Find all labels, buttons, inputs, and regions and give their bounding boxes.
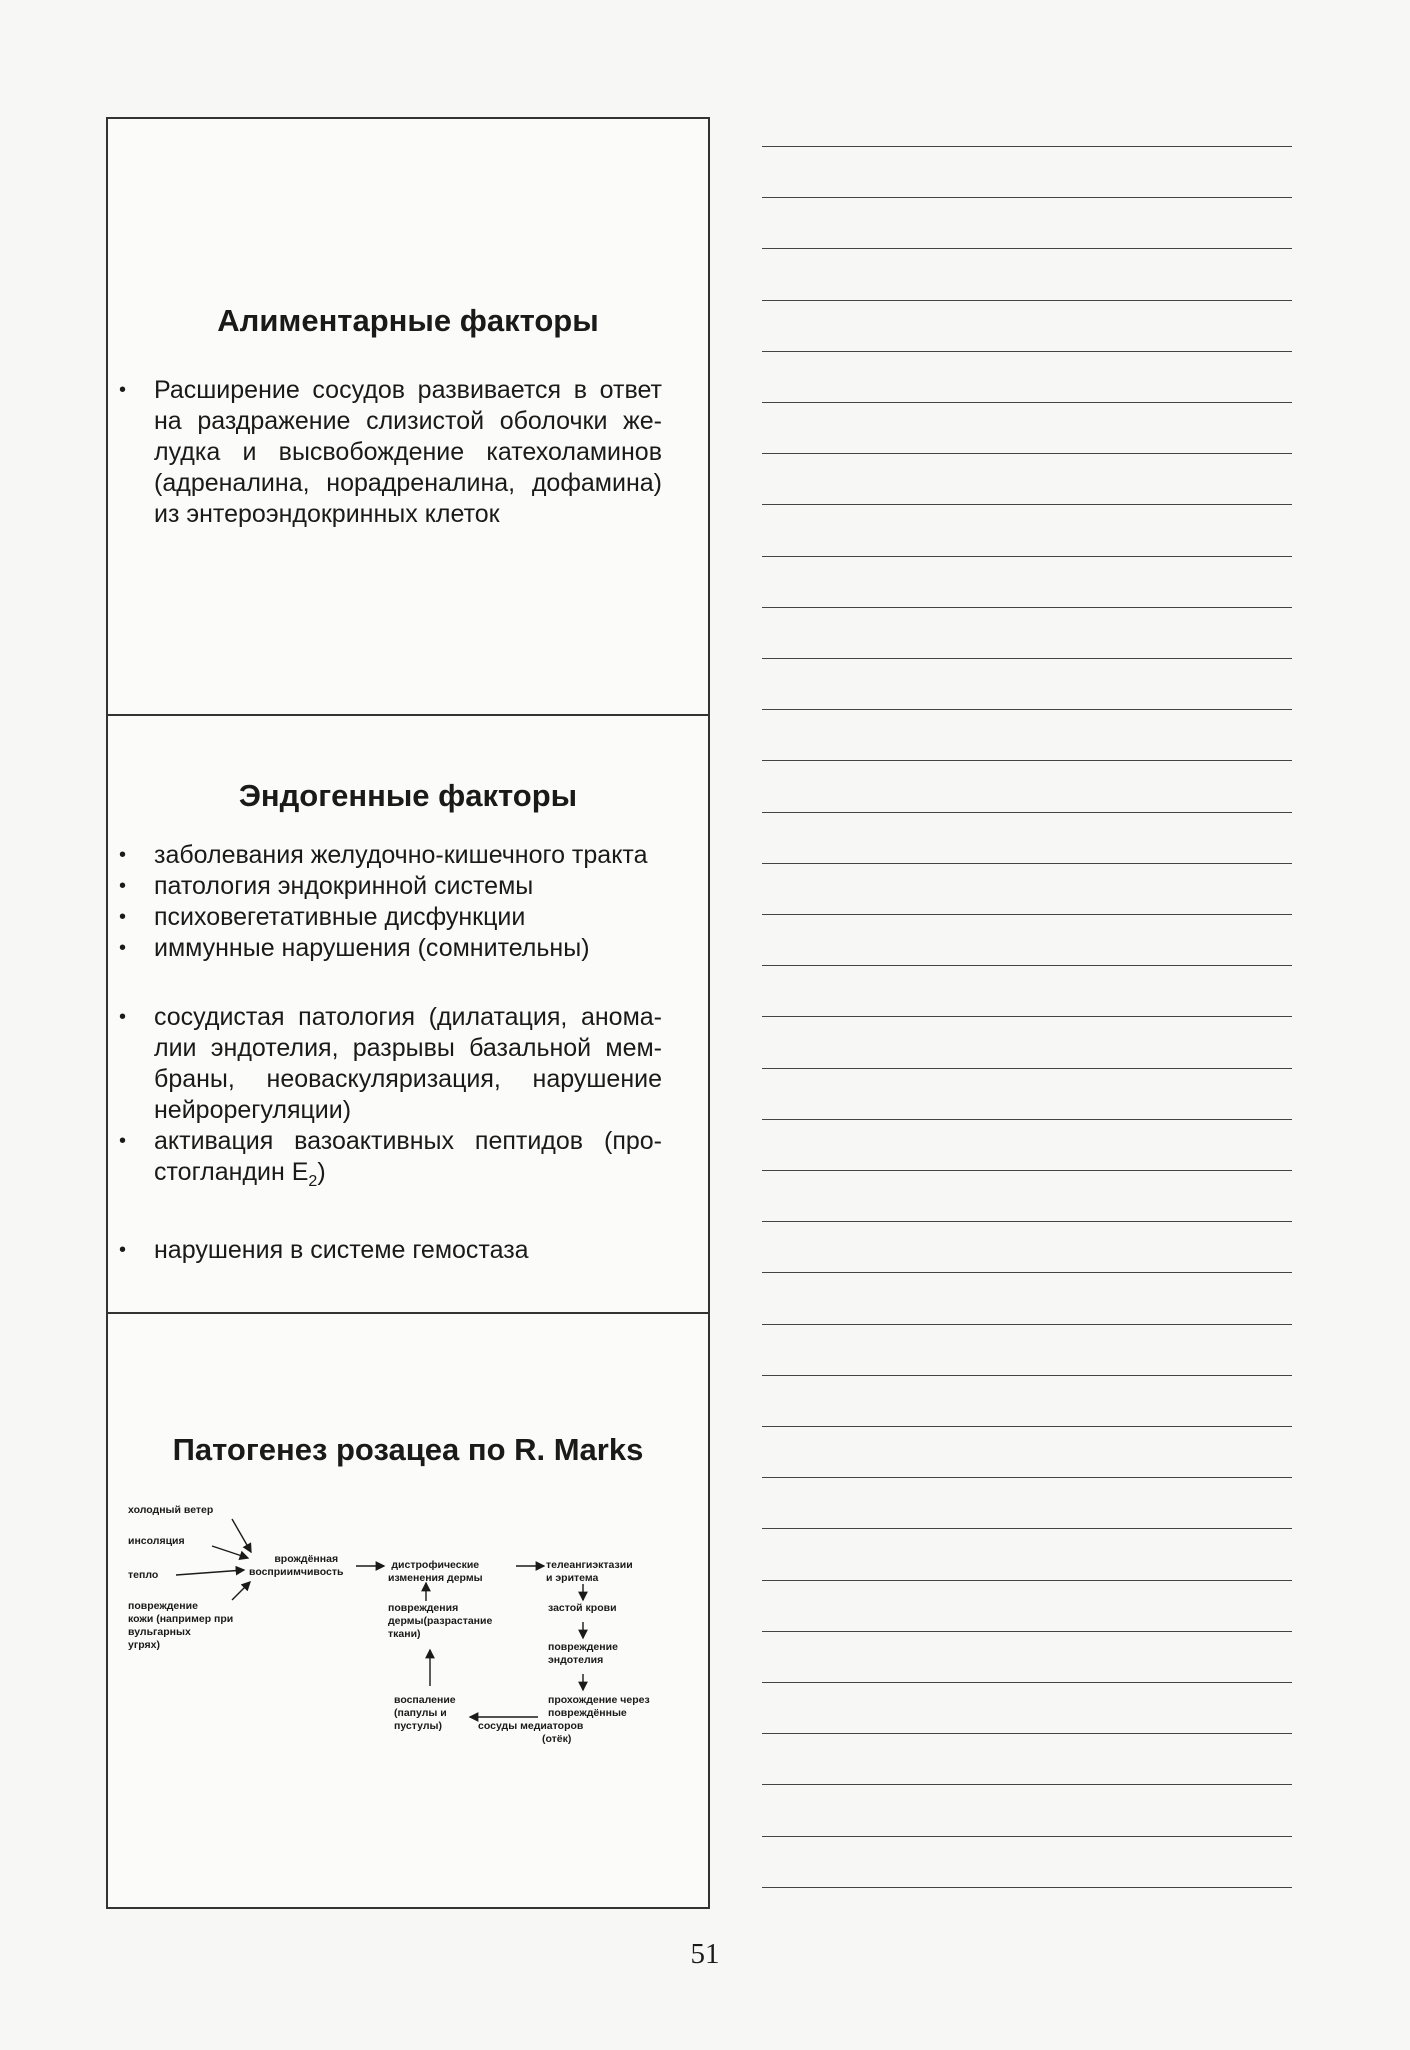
note-line	[762, 1887, 1292, 1888]
label-line: воспаление	[394, 1694, 456, 1706]
subscript: 2	[308, 1173, 318, 1190]
diagram-arrows	[108, 1504, 712, 1804]
bullet-list	[108, 840, 662, 964]
pathogenesis-diagram	[108, 1504, 712, 1804]
bullet-item: • заболевания желудочно-кишечного тракта	[108, 840, 662, 871]
note-line	[762, 1272, 1292, 1273]
note-line	[762, 453, 1292, 454]
note-line	[762, 1068, 1292, 1069]
label-line: повреждение	[548, 1641, 618, 1653]
bullet-list	[108, 375, 662, 530]
label-line: врождённая	[274, 1553, 339, 1565]
note-line	[762, 1477, 1292, 1478]
label-line: вульгарных	[128, 1626, 191, 1638]
note-line	[762, 812, 1292, 813]
note-line	[762, 863, 1292, 864]
arrow-insolation	[212, 1546, 248, 1558]
slide-title: Эндогенные факторы	[238, 778, 578, 813]
note-line	[762, 146, 1292, 147]
slide-title: Патогенез розацеа по R. Marks	[172, 1432, 644, 1467]
label-endothelium-damage	[548, 1641, 618, 1667]
arrow-skin-damage	[232, 1582, 250, 1600]
note-line	[762, 709, 1292, 710]
note-line	[762, 1631, 1292, 1632]
note-line	[762, 556, 1292, 557]
bullet-item: • иммунные нарушения (сомнительны)	[108, 933, 662, 964]
note-line	[762, 248, 1292, 249]
label-heat: тепло	[128, 1569, 159, 1581]
label-line: пустулы)	[394, 1720, 442, 1732]
note-line	[762, 1528, 1292, 1529]
bullet-item: • патология эндокринной системы	[108, 871, 662, 902]
note-line	[762, 1221, 1292, 1222]
note-line	[762, 1375, 1292, 1376]
note-line	[762, 1580, 1292, 1581]
label-line: повреждения	[388, 1602, 459, 1614]
page-number: 51	[690, 1938, 720, 1970]
label-line: восприимчивость	[249, 1566, 344, 1578]
notes-lines	[762, 146, 1292, 1906]
note-line	[762, 658, 1292, 659]
slide-title: Алиментарные факторы	[217, 303, 599, 338]
note-line	[762, 197, 1292, 198]
slide-pathogenesis	[108, 1314, 708, 1909]
note-line	[762, 402, 1292, 403]
bullet-item: • нарушения в системе гемостаза	[108, 1235, 662, 1266]
note-line	[762, 1324, 1292, 1325]
note-line	[762, 965, 1292, 966]
label-skin-damage	[128, 1600, 233, 1652]
label-line: дистрофические	[391, 1559, 480, 1571]
bullet-item: • сосудистая патология (дилатация, аномалии эндотелия, разрывы базальной мембраны, неоваскуляризация, нарушение нейрорегуляции)	[108, 1002, 662, 1126]
label-line: (папулы и	[394, 1707, 447, 1719]
note-line	[762, 1836, 1292, 1837]
note-line	[762, 1170, 1292, 1171]
arrow-cold-wind	[232, 1519, 251, 1552]
label-line: повреждённые	[548, 1707, 627, 1719]
bullet-list	[108, 1235, 662, 1266]
label-line: и эритема	[546, 1572, 599, 1584]
label-dermal-changes	[388, 1559, 483, 1585]
note-line	[762, 914, 1292, 915]
label-congenital	[249, 1553, 343, 1579]
label-line: телеангиэктазии	[546, 1559, 633, 1571]
label-line: эндотелия	[548, 1654, 604, 1666]
slides-column	[106, 117, 710, 1909]
slide-alimentary-factors	[108, 119, 708, 716]
note-line	[762, 760, 1292, 761]
label-line: сосуды медиаторов	[478, 1720, 584, 1732]
note-line	[762, 1733, 1292, 1734]
note-line	[762, 607, 1292, 608]
note-line	[762, 1426, 1292, 1427]
label-line: (отёк)	[542, 1733, 572, 1745]
slide-endogenous-factors	[108, 716, 708, 1314]
note-line	[762, 504, 1292, 505]
label-line: ткани)	[388, 1628, 421, 1640]
label-dermal-damage	[388, 1602, 492, 1641]
note-line	[762, 1784, 1292, 1785]
bullet-item: • Расширение сосудов развивается в ответ на раздражение слизистой оболочки желудка и высвобождение катехоламинов (адреналина, норадреналина, дофамина) из энтероэндокринных клеток	[108, 375, 662, 530]
arrow-heat	[176, 1570, 244, 1575]
label-line: угрях)	[128, 1639, 160, 1651]
label-telangiectasia	[546, 1559, 633, 1585]
label-cold-wind: холодный ветер	[128, 1504, 214, 1516]
label-line: изменения дермы	[388, 1572, 483, 1584]
bullet-text-end: )	[317, 1158, 326, 1186]
label-line: кожи (например при	[128, 1613, 234, 1625]
label-inflammation	[394, 1694, 456, 1733]
bullet-text: активация вазоактивных пептидов (простогландин E	[154, 1127, 662, 1186]
note-line	[762, 1119, 1292, 1120]
label-blood-stasis: застой крови	[548, 1602, 617, 1614]
label-insolation: инсоляция	[128, 1535, 185, 1547]
bullet-item	[108, 1126, 662, 1197]
bullet-item: • психовегетативные дисфункции	[108, 902, 662, 933]
bullet-list	[108, 1002, 662, 1197]
note-line	[762, 1016, 1292, 1017]
label-line: прохождение через	[548, 1694, 650, 1706]
label-mediator-passage	[478, 1694, 654, 1746]
note-line	[762, 300, 1292, 301]
note-line	[762, 351, 1292, 352]
note-line	[762, 1682, 1292, 1683]
label-line: дермы(разрастание	[388, 1615, 493, 1627]
label-line: повреждение	[128, 1600, 198, 1612]
